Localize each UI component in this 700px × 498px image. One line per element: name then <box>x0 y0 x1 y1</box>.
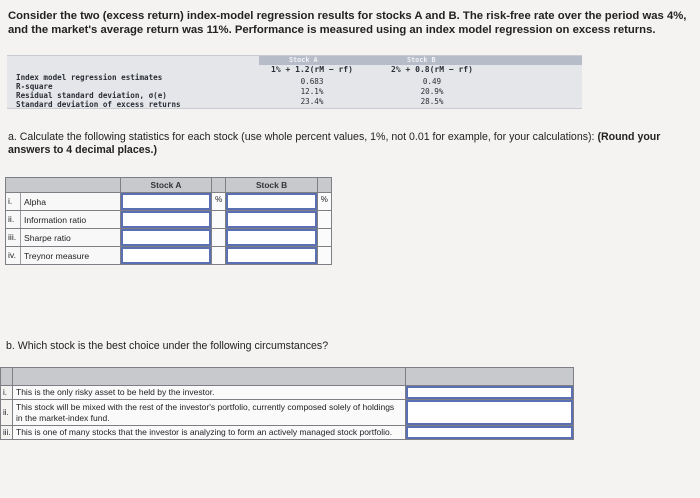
part-b-question: b. Which stock is the best choice under the following circumstances? <box>6 340 329 352</box>
regression-row-label: Index model regression estimates <box>16 73 163 82</box>
part-a-prefix: a. Calculate the following statistics for each stock (use whole percent values, 1%, not 0.01 for example, for your calculations): <box>8 131 595 143</box>
col-stock-b: Stock B <box>226 178 317 193</box>
row-label: Sharpe ratio <box>24 232 71 243</box>
row-number: iii. <box>1 426 13 440</box>
col-stock-a: Stock A <box>120 178 211 193</box>
stock-choice-select-3[interactable] <box>406 426 573 439</box>
row-number: iii. <box>6 229 21 246</box>
table-row <box>6 247 332 265</box>
part-b-answer-table <box>0 367 574 440</box>
excess-sd-a: 23.4% <box>300 97 324 106</box>
row-label: Alpha <box>24 196 46 207</box>
part-a-rounding-note: (Round your answers to 4 decimal places.) <box>8 131 661 156</box>
percent-unit: % <box>212 193 226 211</box>
treynor-b-input[interactable] <box>226 247 316 264</box>
percent-unit: % <box>317 193 331 211</box>
part-a-header-row <box>6 178 332 193</box>
table-row <box>1 400 574 426</box>
part-a-answer-table <box>5 177 332 265</box>
stock-choice-select-2[interactable] <box>406 400 573 425</box>
table-row <box>1 426 574 440</box>
regression-table <box>7 55 582 109</box>
part-a-instruction <box>8 131 693 157</box>
sharpe-a-input[interactable] <box>121 229 211 246</box>
table-row <box>6 211 332 229</box>
stock-b-header: Stock B <box>407 56 436 64</box>
row-number: i. <box>6 193 21 210</box>
info-ratio-b-input[interactable] <box>226 211 316 228</box>
excess-sd-b: 28.5% <box>420 97 444 106</box>
sharpe-b-input[interactable] <box>226 229 316 246</box>
table-row <box>1 386 574 400</box>
row-number: iv. <box>6 247 21 264</box>
table-row <box>6 193 332 211</box>
row-text: This is one of many stocks that the investor is analyzing to form an actively managed stock portfolio. <box>13 426 406 440</box>
part-b-header-row <box>1 368 574 386</box>
alpha-b-input[interactable] <box>226 193 316 210</box>
alpha-a-input[interactable] <box>121 193 211 210</box>
stock-a-header: Stock A <box>289 56 318 64</box>
residual-sd-b: 20.9% <box>420 87 444 96</box>
regression-row-label: Residual standard deviation, σ(e) <box>16 91 167 100</box>
row-text: This stock will be mixed with the rest of the investor's portfolio, currently composed solely of holdings in the market-index fund. <box>13 400 406 426</box>
stock-choice-select-1[interactable] <box>406 386 573 399</box>
stock-b-formula: 2% + 0.8(rM − rf) <box>391 65 473 74</box>
table-row <box>6 229 332 247</box>
regression-row-label: R-square <box>16 82 53 91</box>
r-square-a: 0.683 <box>300 77 324 86</box>
regression-row-label: Standard deviation of excess returns <box>16 100 181 109</box>
problem-intro: Consider the two (excess return) index-model regression results for stocks A and B. The risk-free rate over the period was 4%, and the market's average return was 11%. Performance is measured using an index model regression on excess returns. <box>8 10 687 36</box>
row-number: ii. <box>6 211 21 228</box>
r-square-b: 0.49 <box>422 77 442 86</box>
residual-sd-a: 12.1% <box>300 87 324 96</box>
info-ratio-a-input[interactable] <box>121 211 211 228</box>
treynor-a-input[interactable] <box>121 247 211 264</box>
row-label: Information ratio <box>24 214 87 225</box>
row-number: i. <box>1 386 13 400</box>
row-text: This is the only risky asset to be held by the investor. <box>13 386 406 400</box>
row-number: ii. <box>1 400 13 426</box>
row-label: Treynor measure <box>24 250 90 261</box>
stock-a-formula: 1% + 1.2(rM − rf) <box>271 65 353 74</box>
